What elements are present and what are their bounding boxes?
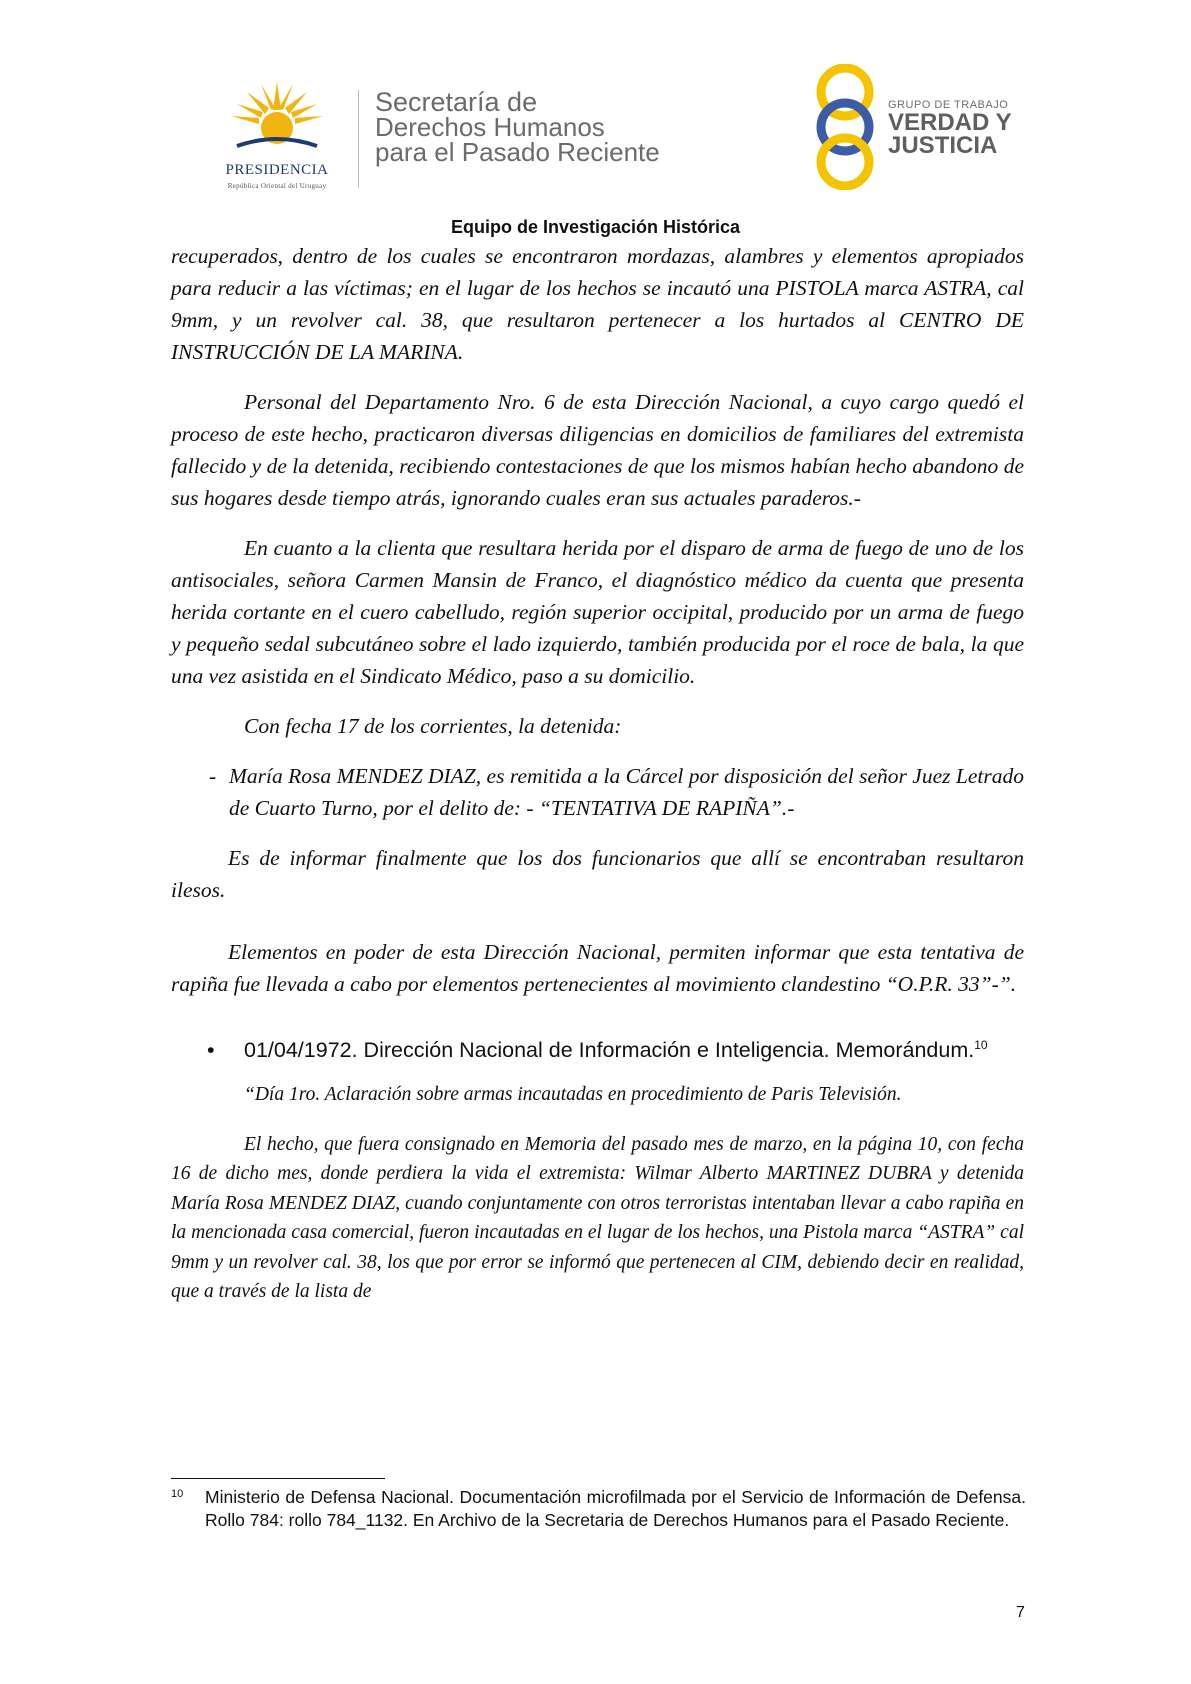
team-title: Equipo de Investigación Histórica (450, 217, 741, 237)
sun-emblem-icon (227, 80, 327, 160)
presidencia-subtitle: República Oriental del Uruguay (227, 182, 327, 190)
presidencia-logo (197, 80, 357, 190)
dash-mark: - (209, 764, 217, 788)
bullet-mark: • (207, 1038, 215, 1062)
footnote-rule (171, 1478, 385, 1479)
paragraph-3: En cuanto a la clienta que resultara herida por el disparo de arma de fuego de uno de los antisociales, señora Carmen Mansin de Franco, el diagnóstico médico da cuenta que presenta herida cortante en el cuero cabelludo, región superior occipital, producido por un arma de fuego y pequeño sedal subcutáneo sobre el lado izquierdo, también producida por el roce de bala, la que una vez asistida en el Sindicato Médico, paso a su domicilio. (171, 536, 1024, 688)
paragraph-5: Es de informar finalmente que los dos funcionarios que allí se encontraban resultaron ilesos. (171, 846, 1024, 902)
footnote-number: 10 (171, 1488, 184, 1500)
bullet-list-item (171, 1034, 1024, 1066)
paragraph-6: Elementos en poder de esta Dirección Nacional, permiten informar que esta tentativa de rapiña fue llevada a cabo por elementos pertenecientes al movimiento clandestino “O.P.R. 33”-”. (171, 940, 1024, 996)
quote-heading: “Día 1ro. Aclaración sobre armas incautadas en procedimiento de Paris Televisión. (244, 1084, 902, 1105)
verdad-justicia-logo (810, 64, 1040, 190)
paragraph-7: El hecho, que fuera consignado en Memoria del pasado mes de marzo, en la página 10, con fecha 16 de dicho mes, donde perdiera la vida el extremista: Wilmar Alberto MARTINEZ DUBRA y detenida María Rosa MENDEZ DIAZ, cuando conjuntamente con otros terroristas intentaban llevar a cabo rapiña en la mencionada casa comercial, fueron incautadas en el lugar de los hechos, una Pistola marca “ASTRA” cal 9mm y un revolver cal. 38, los que por error se informó que pertenecen al CIM, debiendo decir en realidad, que a través de la lista de (171, 1134, 1024, 1303)
grupo-line-3: JUSTICIA (888, 132, 998, 159)
footnote-text: Ministerio de Defensa Nacional. Documentación microfilmada por el Servicio de Información de Defensa. Rollo 784: rollo 784_1132. En Archivo de la Secretaria de Derechos Humanos para el Pasado Reciente. (205, 1487, 1026, 1530)
footnote-ref[interactable]: 10 (974, 1037, 988, 1052)
dash-list-item (171, 760, 1024, 824)
secretaria-line-2: Derechos Humanos (375, 112, 605, 142)
grupo-text (888, 99, 1012, 157)
interlocked-rings-icon (810, 64, 880, 190)
paragraph-4: Con fecha 17 de los corrientes, la detenida: (244, 714, 622, 738)
paragraph-2: Personal del Departamento Nro. 6 de esta Dirección Nacional, a cuyo cargo quedó el proceso de este hecho, practicaron diversas diligencias en domicilios de familiares del extremista fallecido y de la detenida, recibiendo contestaciones de que los mismos habían hecho abandono de sus hogares desde tiempo atrás, ignorando cuales eran sus actuales paraderos.- (171, 390, 1024, 510)
grupo-line-2: VERDAD Y (888, 109, 1012, 136)
secretaria-logo (375, 87, 660, 167)
dash-item-text: María Rosa MENDEZ DIAZ, es remitida a la Cárcel por disposición del señor Juez Letrado de Cuarto Turno, por el delito de: - “TENTATIVA DE RAPIÑA”.- (229, 764, 1024, 820)
secretaria-line-3: para el Pasado Reciente (375, 137, 660, 167)
grupo-line-1: GRUPO DE TRABAJO (888, 99, 1009, 111)
paragraph-1: recuperados, dentro de los cuales se encontraron mordazas, alambres y elementos apropiados para reducir a las víctimas; en el lugar de los hechos se incautó una PISTOLA marca ASTRA, cal 9mm, y un revolver cal. 38, que resultaron pertenecer a los hurtados al CENTRO DE INSTRUCCIÓN DE LA MARINA. (171, 244, 1024, 364)
page-number: 7 (1016, 1604, 1025, 1621)
bullet-text-wrap (244, 1034, 1024, 1066)
secretaria-line-1: Secretaría de (375, 87, 538, 117)
presidencia-name: PRESIDENCIA (225, 162, 329, 178)
document-body (171, 240, 1024, 1306)
footnote (171, 1486, 1026, 1531)
page-header (0, 60, 1191, 190)
bullet-text: 01/04/1972. Dirección Nacional de Información e Inteligencia. Memorándum. (244, 1038, 975, 1062)
logo-divider (358, 90, 359, 188)
